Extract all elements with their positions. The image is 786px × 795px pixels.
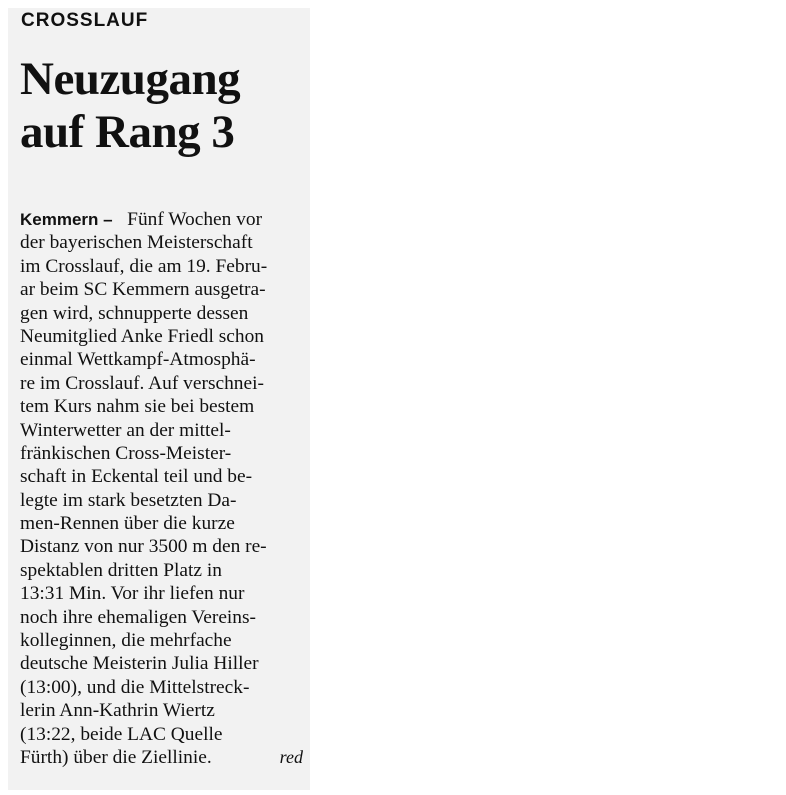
dateline: Kemmern – [20,210,113,229]
body-line: gen wird, schnupperte dessen [20,302,249,324]
section-kicker: CROSSLAUF [21,10,149,31]
body-line: (13:00), und die Mittelstreck- [20,676,250,698]
body-line: einmal Wettkampf-Atmosphä- [20,349,256,371]
body-line: der bayerischen Meisterschaft [20,232,253,254]
author-initials: red [279,746,303,767]
headline-line: auf Rang 3 [20,106,235,158]
body-line: Neumitglied Anke Friedl schon [20,325,264,347]
article-body [20,208,303,769]
body-line: noch ihre ehemaligen Vereins- [20,606,257,628]
headline-line: Neuzugang [20,53,241,105]
body-line: legte im stark besetzten Da- [20,489,237,511]
body-line: lerin Ann-Kathrin Wiertz [20,700,215,722]
body-line: (13:22, beide LAC Quelle [20,723,223,745]
body-line: Distanz von nur 3500 m den re- [20,536,267,558]
body-line: Kemmern – Fünf Wochen vor [20,209,263,230]
body-line: ar beim SC Kemmern ausgetra- [20,279,266,301]
body-line: men-Rennen über die kurze [20,513,235,535]
body-line: kolleginnen, die mehrfache [20,630,232,652]
body-line-last: Fürth) über die Ziellinie. red [20,746,303,768]
body-line: deutsche Meisterin Julia Hiller [20,653,259,675]
body-line: re im Crosslauf. Auf verschnei- [20,372,264,394]
body-line: Winterwetter an der mittel- [20,419,231,441]
body-line: tem Kurs nahm sie bei bestem [20,396,255,418]
body-line: im Crosslauf, die am 19. Febru- [20,255,268,277]
body-line: spektablen dritten Platz in [20,559,222,581]
body-line: schaft in Eckental teil und be- [20,466,253,488]
body-line: fränkischen Cross-Meister- [20,442,232,464]
body-line: 13:31 Min. Vor ihr liefen nur [20,583,245,605]
article-headline [20,53,310,159]
